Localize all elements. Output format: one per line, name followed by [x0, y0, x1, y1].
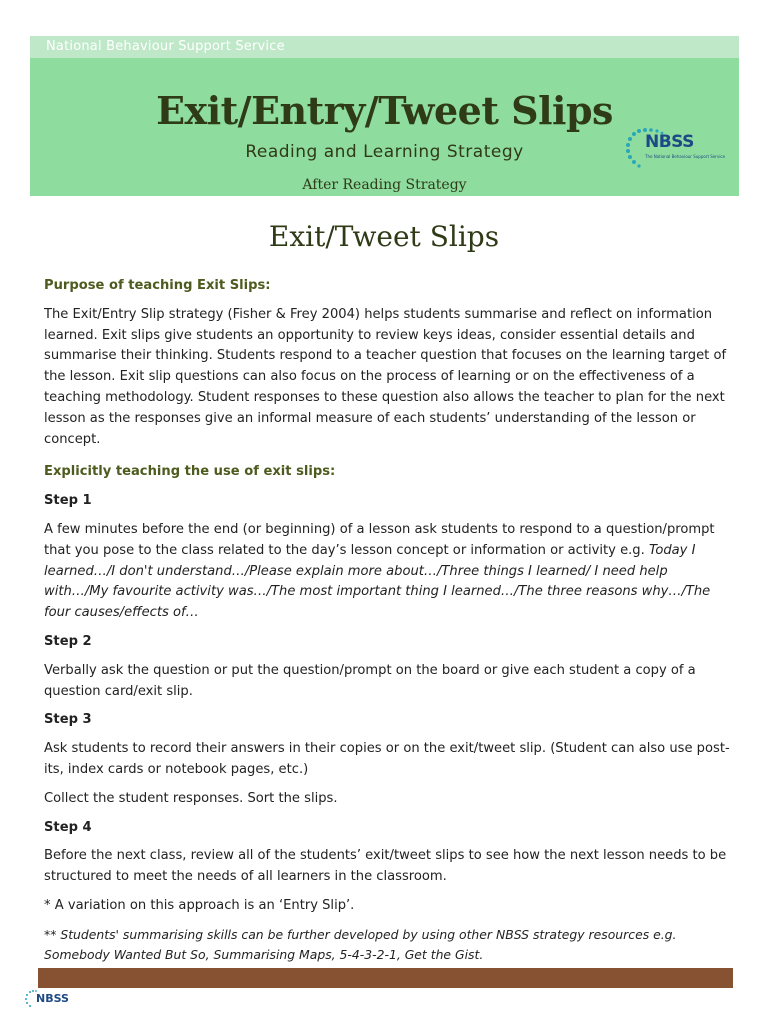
logo-wordmark: NBSS — [645, 132, 694, 152]
resources-note: ** Students' summarising skills can be further developed by using other NBSS strategy resources e.g. Somebody Wanted But So, Summarising Maps, 5-4-3-2-1, Get the Gist. — [44, 926, 677, 963]
title-banner — [30, 58, 739, 196]
step-3-paragraph: Ask students to record their answers in their copies or on the exit/tweet slip. (Student can also use post-its, index cards or notebook pages, etc.) — [44, 741, 730, 777]
purpose-heading: Purpose of teaching Exit Slips: — [44, 278, 271, 293]
page-title: Exit/Tweet Slips — [268, 220, 500, 253]
variation-note: * A variation on this approach is an ‘Entry Slip’. — [44, 897, 355, 913]
footer-logo — [24, 988, 84, 1012]
step-1-paragraph — [44, 520, 734, 624]
strategy-type: After Reading Strategy — [302, 177, 467, 193]
org-name: National Behaviour Support Service — [46, 39, 285, 54]
nbss-logo — [625, 124, 735, 176]
step-2-heading: Step 2 — [44, 633, 92, 649]
document-subtitle: Reading and Learning Strategy — [245, 142, 524, 162]
org-header-bar — [30, 36, 739, 58]
step-3-heading: Step 3 — [44, 712, 92, 728]
step-1-text: A few minutes before the end (or beginning) of a lesson ask students to respond to a question/prompt that you pose to the class related to the day’s lesson concept or information or activity e.g. — [44, 521, 715, 558]
logo-tagline: The National Behaviour Support Service — [645, 154, 726, 159]
purpose-paragraph: The Exit/Entry Slip strategy (Fisher & Frey 2004) helps students summarise and reflect on information learned. Exit slips give students an opportunity to review keys ideas, consider essential details and summarise their thinking. Students respond to a teacher question that focuses on the learning target of the lesson. Exit slip questions can also focus on the process of learning or on the effectiveness of a teaching methodology. Student responses to these question also allows the teacher to plan for the next lesson as the responses give an informal measure of each students’ understanding of the lesson or concept. — [44, 306, 727, 447]
footer-bar — [38, 968, 733, 988]
step-2-paragraph: Verbally ask the question or put the question/prompt on the board or give each student a copy of a question card/exit slip. — [44, 662, 696, 699]
step-1-examples: Today I learned…/I don't understand…/Please explain more about…/Three things I learned/ I need help with…/My favourite activity was…/The most important thing I learned…/The three reasons why…/The four causes/effects of… — [44, 542, 711, 621]
document-body — [44, 276, 734, 974]
footer-logo-wordmark: NBSS — [36, 992, 69, 1005]
step-3-followup: Collect the student responses. Sort the slips. — [44, 790, 338, 806]
document-title: Exit/Entry/Tweet Slips — [156, 88, 613, 133]
step-4-paragraph: Before the next class, review all of the students’ exit/tweet slips to see how the next lesson needs to be structured to meet the needs of all learners in the classroom. — [44, 848, 727, 885]
step-1-heading: Step 1 — [44, 493, 92, 509]
explicit-heading: Explicitly teaching the use of exit slips: — [44, 464, 336, 480]
step-4-heading: Step 4 — [44, 819, 92, 835]
